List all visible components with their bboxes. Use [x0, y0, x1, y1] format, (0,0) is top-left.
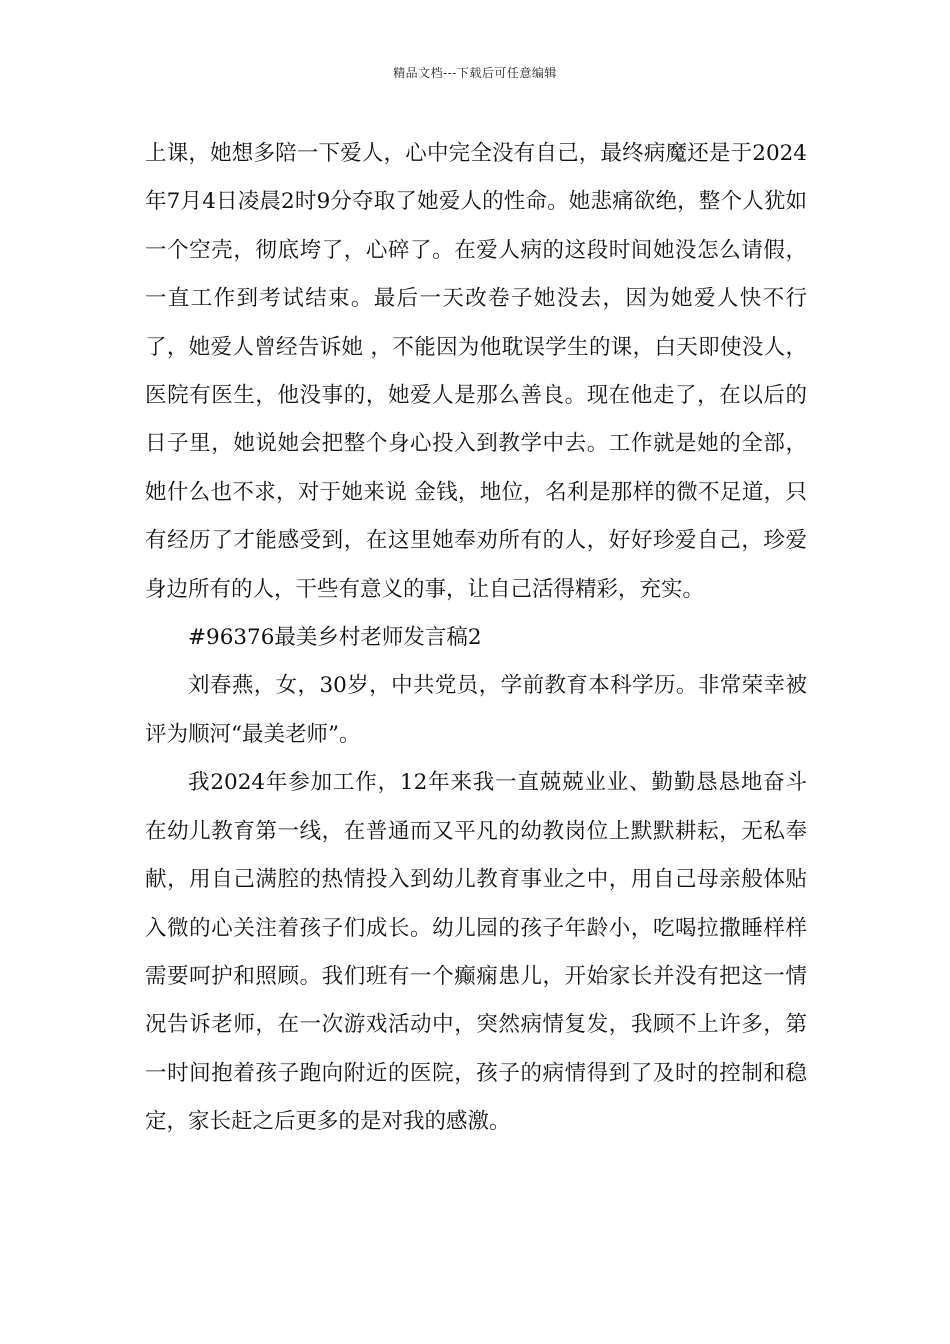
paragraph-continuation: 上课，她想多陪一下爱人，心中完全没有自己，最终病魔还是于2024年7月4日凌晨2时9分夺取了她爱人的性命。她悲痛欲绝，整个人犹如一个空壳，彻底垮了，心碎了。在爱人病的这段时间她没怎么请假，一直工作到考试结束。最后一天改卷子她没去，因为她爱人快不行了，她爱人曾经告诉她 ，不能因为他耽误学生的课，白天即使没人，医院有医生，他没事的，她爱人是那么善良。现在他走了，在以后的日子里，她说她会把整个身心投入到教学中去。工作就是她的全部，她什么也不求，对于她来说 金钱，地位，名利是那样的微不足道，只有经历了才能感受到，在这里她奉劝所有的人，好好珍爱自己，珍爱身边所有的人，干些有意义的事，让自己活得精彩，充实。 [145, 141, 807, 602]
paragraph-intro: 刘春燕，女，30岁，中共党员，学前教育本科学历。非常荣幸被评为顺河“最美老师”。 [145, 673, 807, 747]
paragraph-story: 我2024年参加工作，12年来我一直兢兢业业、勤勤恳恳地奋斗在幼儿教育第一线，在普通而又平凡的幼教岗位上默默耕耘，无私奉献，用自己满腔的热情投入到幼儿教育事业之中，用自己母亲般体贴入微的心关注着孩子们成长。幼儿园的孩子年龄小，吃喝拉撒睡样样需要呵护和照顾。我们班有一个癫痫患儿，开始家长并没有把这一情况告诉老师，在一次游戏活动中，突然病情复发，我顾不上许多，第一时间抱着孩子跑向附近的医院，孩子的病情得到了及时的控制和稳定，家长赶之后更多的是对我的感激。 [145, 770, 807, 1135]
section-heading: #96376最美乡村老师发言稿2 [188, 625, 482, 651]
page-header: 精品文档---下载后可任意编辑 [393, 66, 557, 80]
document-body [145, 130, 807, 1147]
